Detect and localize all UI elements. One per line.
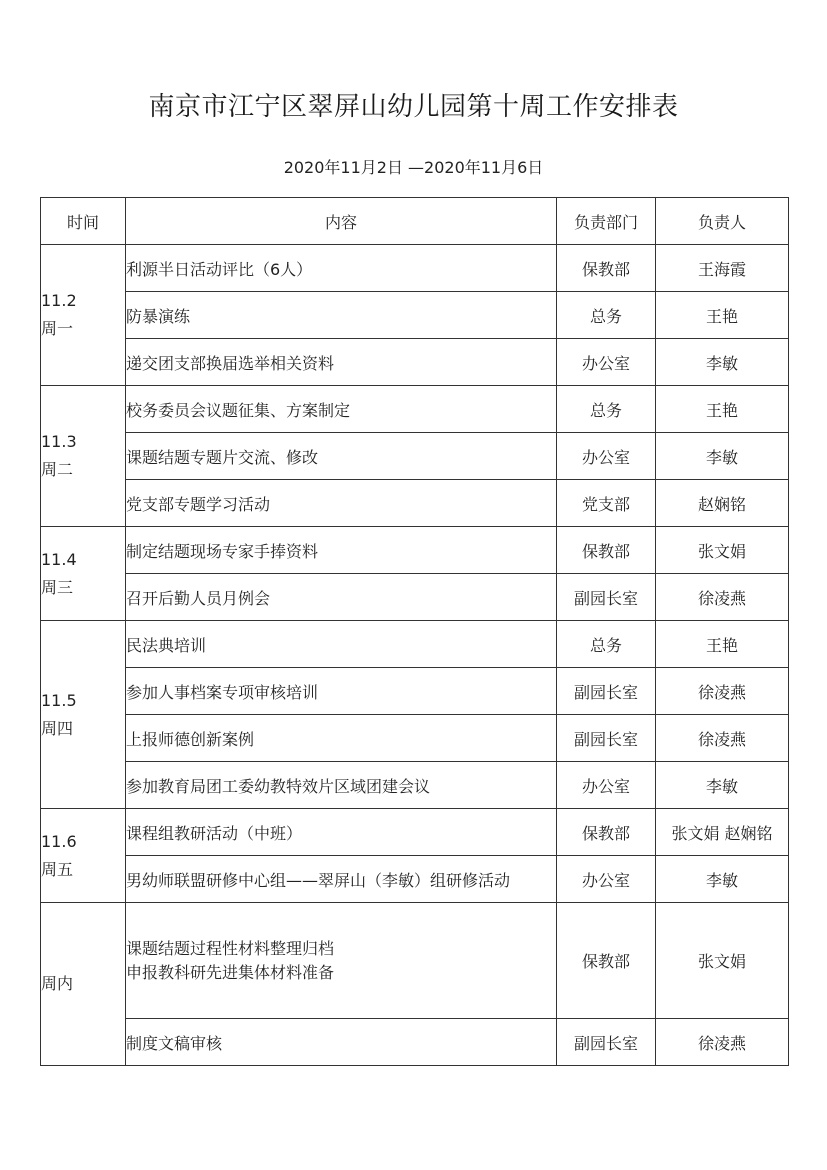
task-person: 王艳: [656, 621, 789, 668]
schedule-table: [40, 197, 789, 1066]
table-header-row: [41, 198, 789, 245]
task-content-line: 课题结题过程性材料整理归档: [126, 938, 335, 958]
task-content: 制定结题现场专家手捧资料: [126, 527, 557, 574]
header-content: 内容: [126, 198, 557, 245]
task-dept: 总务: [557, 621, 656, 668]
table-row: [41, 903, 789, 1019]
day-date: 11.5: [41, 690, 77, 710]
task-content: 男幼师联盟研修中心组——翠屏山（李敏）组研修活动: [126, 856, 557, 903]
day-weekday: 周四: [41, 718, 74, 738]
task-person: 徐凌燕: [656, 1019, 789, 1066]
page-title: 南京市江宁区翠屏山幼儿园第十周工作安排表: [148, 92, 679, 122]
task-person: 李敏: [656, 339, 789, 386]
task-content: 利源半日活动评比（6人）: [126, 245, 557, 292]
table-row: [41, 292, 789, 339]
task-person: 张文娟 赵娴铭: [656, 809, 789, 856]
task-content: 课程组教研活动（中班）: [126, 809, 557, 856]
table-row: [41, 527, 789, 574]
day-cell: [41, 245, 126, 386]
day-date: 11.3: [41, 432, 77, 451]
task-dept: 保教部: [557, 245, 656, 292]
table-row: [41, 809, 789, 856]
table-row: [41, 856, 789, 903]
day-date: 11.4: [41, 549, 77, 569]
task-dept: 保教部: [557, 809, 656, 856]
table-row: [41, 386, 789, 433]
table-row: [41, 621, 789, 668]
table-row: [41, 480, 789, 527]
day-date: 11.2: [41, 291, 77, 310]
table-row: [41, 245, 789, 292]
task-person: 徐凌燕: [656, 668, 789, 715]
task-dept: 总务: [557, 386, 656, 433]
day-weekday: 周二: [41, 460, 74, 479]
task-dept: 保教部: [557, 903, 656, 1019]
task-person: 徐凌燕: [656, 574, 789, 621]
task-dept: 副园长室: [557, 574, 656, 621]
header-dept: 负责部门: [557, 198, 656, 245]
task-person: 王艳: [656, 386, 789, 433]
day-cell: [41, 621, 126, 809]
table-row: [41, 1019, 789, 1066]
date-range: 2020年11月2日 —2020年11月6日: [283, 158, 544, 177]
task-content: 制度文稿审核: [126, 1019, 557, 1066]
table-row: [41, 433, 789, 480]
task-person: 赵娴铭: [656, 480, 789, 527]
table-row: [41, 668, 789, 715]
header-person: 负责人: [656, 198, 789, 245]
table-row: [41, 339, 789, 386]
day-cell: [41, 386, 126, 527]
task-content: 递交团支部换届选举相关资料: [126, 339, 557, 386]
task-dept: 副园长室: [557, 715, 656, 762]
task-content: 召开后勤人员月例会: [126, 574, 557, 621]
task-content: [126, 903, 557, 1019]
day-weekday: 周三: [41, 577, 74, 597]
task-content: 防暴演练: [126, 292, 557, 339]
day-weekday: 周内: [41, 974, 74, 993]
table-row: [41, 574, 789, 621]
day-cell: [41, 903, 126, 1066]
day-cell: [41, 809, 126, 903]
day-weekday: 周五: [41, 859, 74, 879]
table-row: [41, 715, 789, 762]
task-content: 课题结题专题片交流、修改: [126, 433, 557, 480]
day-weekday: 周一: [41, 319, 74, 338]
task-content: 上报师德创新案例: [126, 715, 557, 762]
task-dept: 总务: [557, 292, 656, 339]
task-dept: 副园长室: [557, 668, 656, 715]
task-person: 李敏: [656, 762, 789, 809]
task-dept: 办公室: [557, 433, 656, 480]
table-row: [41, 762, 789, 809]
task-person: 李敏: [656, 433, 789, 480]
day-date: 11.6: [41, 831, 77, 851]
header-time: 时间: [41, 198, 126, 245]
task-dept: 保教部: [557, 527, 656, 574]
task-dept: 办公室: [557, 339, 656, 386]
task-content-line: 申报教科研先进集体材料准备: [126, 962, 335, 982]
task-dept: 党支部: [557, 480, 656, 527]
task-content: 民法典培训: [126, 621, 557, 668]
task-person: 王艳: [656, 292, 789, 339]
day-cell: [41, 527, 126, 621]
task-person: 张文娟: [656, 903, 789, 1019]
task-content: 参加人事档案专项审核培训: [126, 668, 557, 715]
task-person: 张文娟: [656, 527, 789, 574]
task-content: 参加教育局团工委幼教特效片区域团建会议: [126, 762, 557, 809]
task-content: 党支部专题学习活动: [126, 480, 557, 527]
task-dept: 办公室: [557, 856, 656, 903]
task-person: 王海霞: [656, 245, 789, 292]
task-dept: 副园长室: [557, 1019, 656, 1066]
task-dept: 办公室: [557, 762, 656, 809]
task-person: 徐凌燕: [656, 715, 789, 762]
task-content: 校务委员会议题征集、方案制定: [126, 386, 557, 433]
task-person: 李敏: [656, 856, 789, 903]
